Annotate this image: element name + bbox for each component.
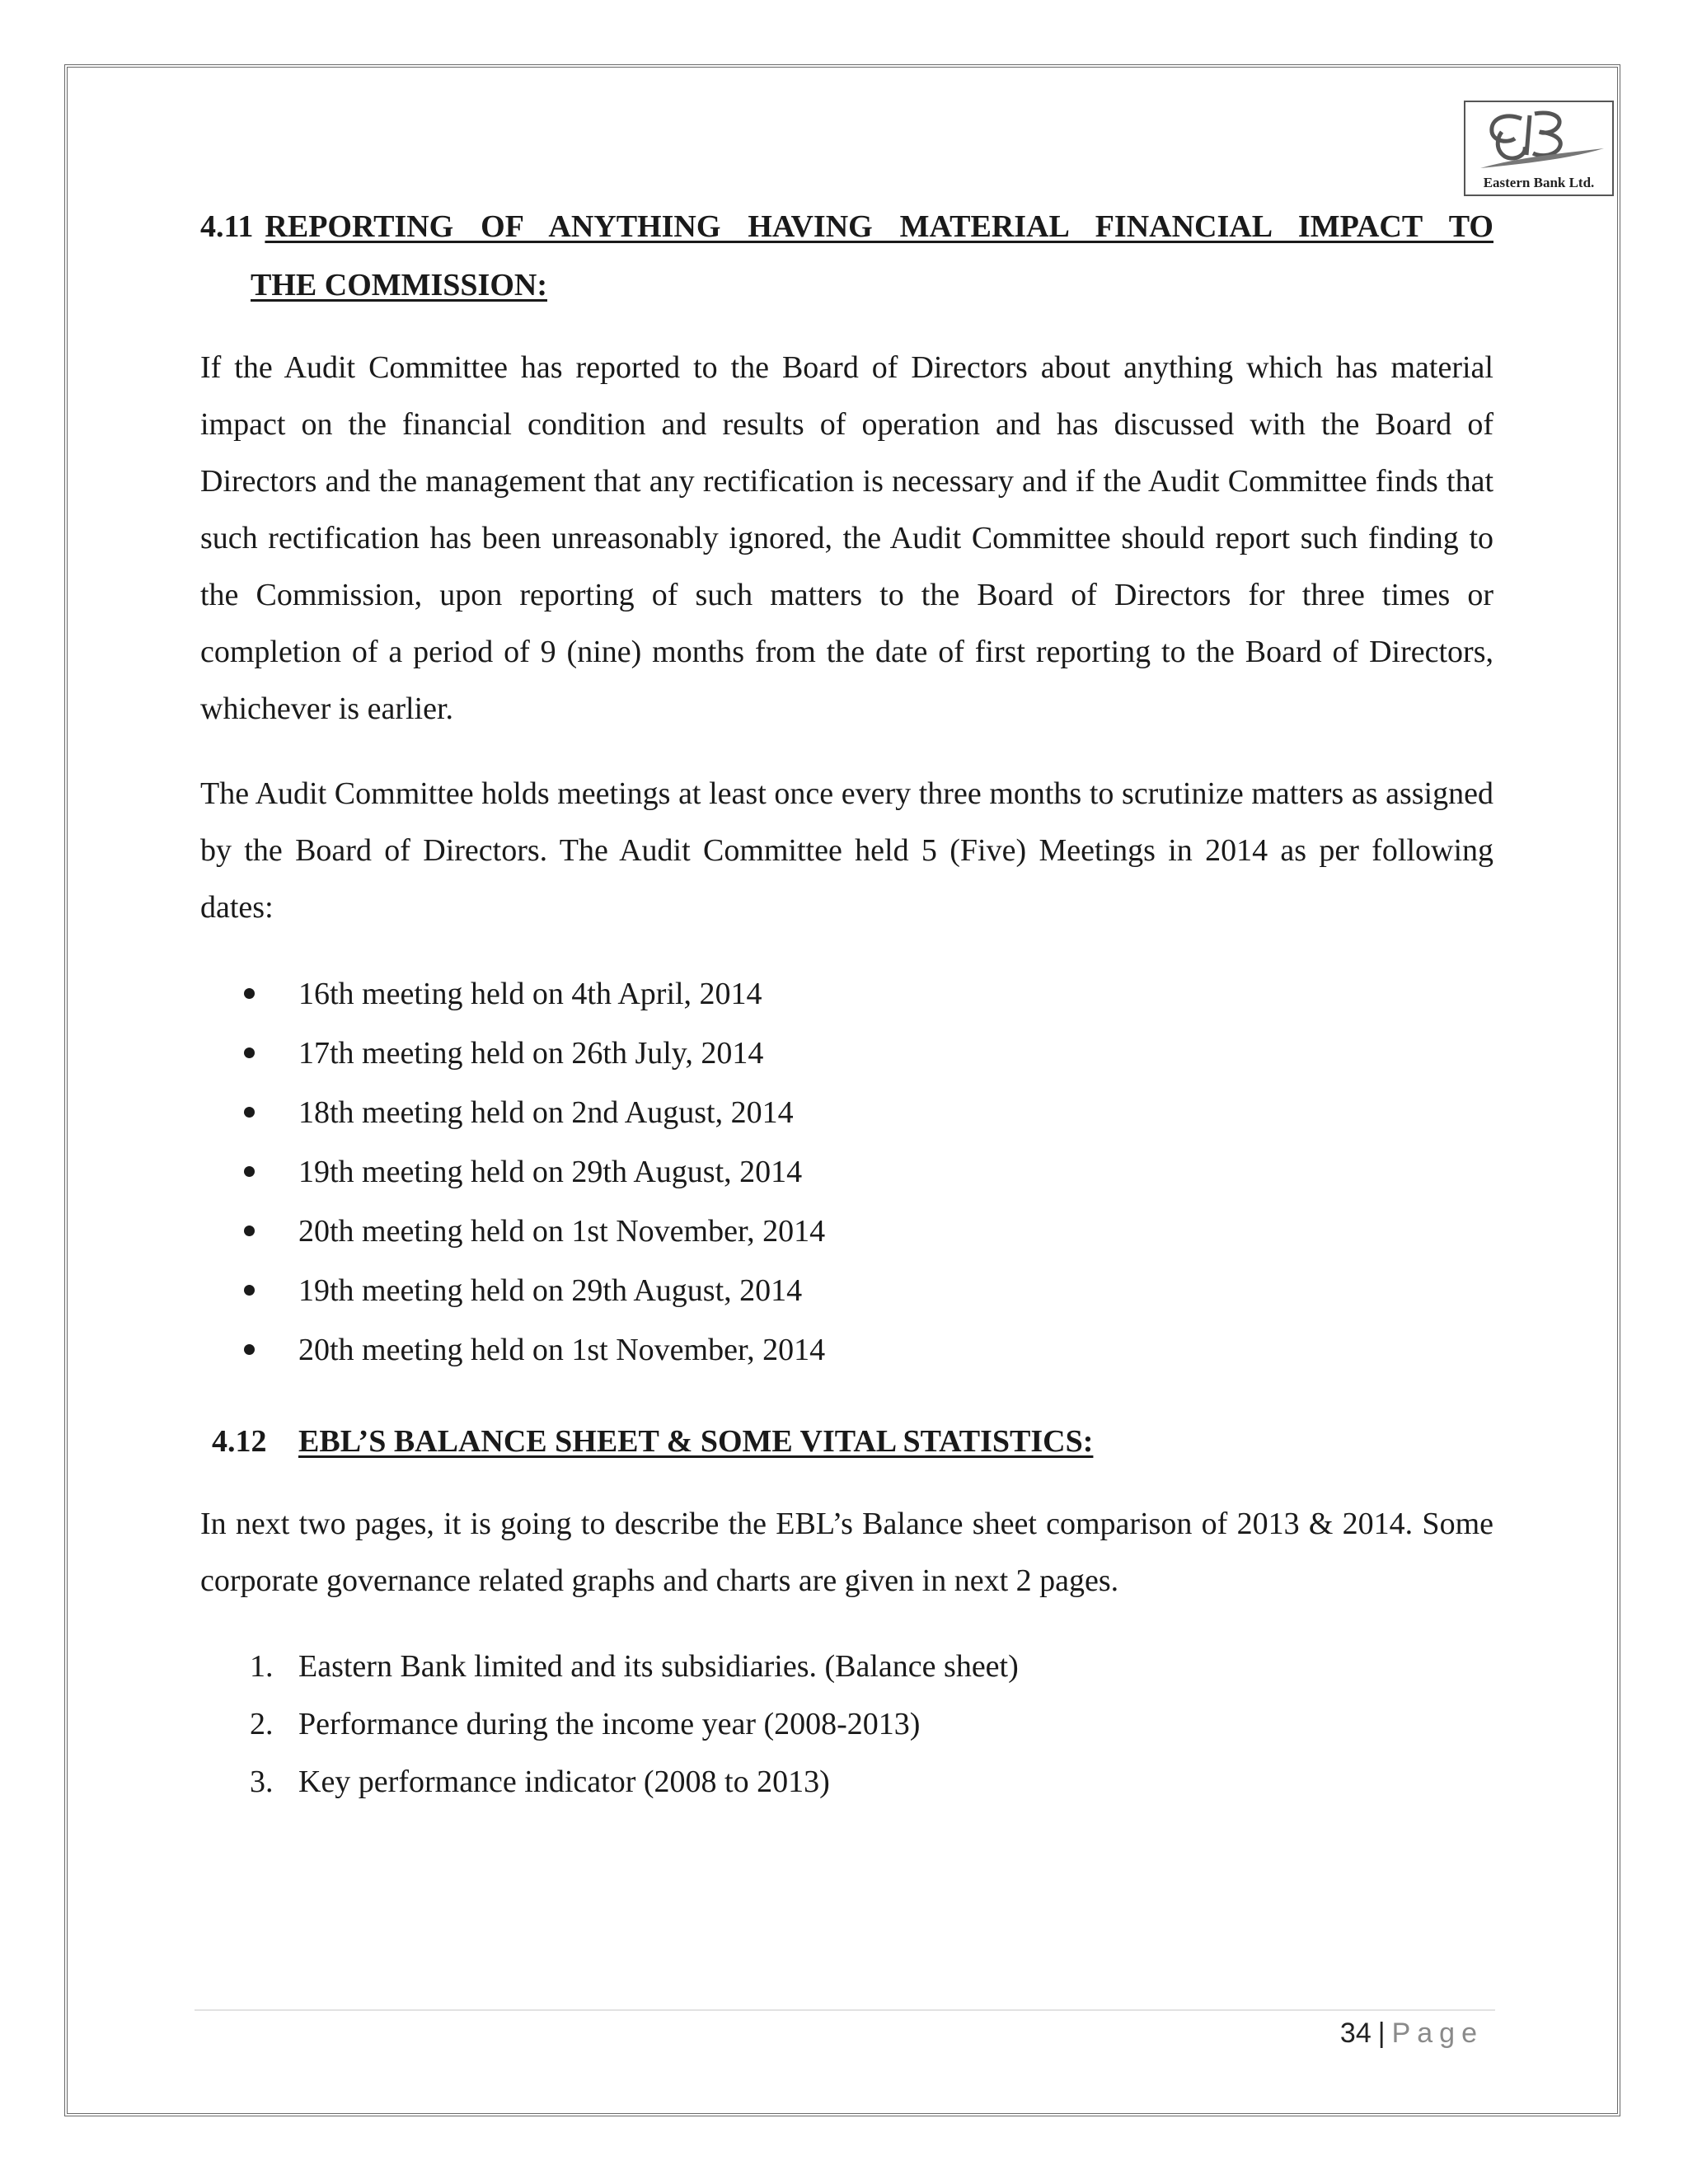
paragraph-balance-sheet: In next two pages, it is going to describe the EBL’s Balance sheet comparison of 2013 & 2014. Some corporate governance related graphs and charts are given in next 2 pages. (200, 1507, 1493, 1598)
list-item: 1. Eastern Bank limited and its subsidiaries. (Balance sheet) (250, 1649, 1019, 1684)
page-content (200, 198, 1493, 1811)
bullet-icon (244, 1344, 255, 1355)
logo-text: Eastern Bank Ltd. (1483, 175, 1595, 190)
paragraph-audit-meetings: The Audit Committee holds meetings at least once every three months to scrutinize matters as assigned by the Board of Directors. The Audit Committee held 5 (Five) Meetings in 2014 as per following dates: (200, 776, 1493, 925)
page-number (1340, 2013, 1484, 2054)
bullet-icon (244, 1107, 255, 1118)
list-item: 18th meeting held on 2nd August, 2014 (200, 1083, 1493, 1142)
section-number: 4.11 (200, 209, 254, 244)
paragraph-audit-reporting: If the Audit Committee has reported to the Board of Directors about anything which has material impact on the financial condition and results of operation and has discussed with the Board of Directors and the management that any rectification is necessary and if the Audit Committee finds that such rectification has been unreasonably ignored, the Audit Committee should report such finding to the Commission, upon reporting of such matters to the Board of Directors for three times or completion of a period of 9 (nine) months from the date of first reporting to the Board of Directors, whichever is earlier. (200, 350, 1493, 726)
eb-logo-mark-icon (1472, 107, 1609, 173)
bullet-icon (244, 1047, 255, 1058)
list-item: 17th meeting held on 26th July, 2014 (200, 1024, 1493, 1083)
list-item: 2. Performance during the income year (2008-2013) (250, 1707, 921, 1741)
footer-divider (195, 2009, 1495, 2011)
list-item: 20th meeting held on 1st November, 2014 (200, 1320, 1493, 1380)
meetings-list (200, 964, 1493, 1380)
list-item: 3. Key performance indicator (2008 to 2013) (250, 1765, 830, 1799)
section-4-11-heading (200, 198, 1493, 315)
bullet-icon (244, 988, 255, 999)
bullet-icon (244, 1226, 255, 1236)
section-title: EBL’S BALANCE SHEET & SOME VITAL STATISTICS: (298, 1424, 1094, 1459)
list-item: 19th meeting held on 29th August, 2014 (200, 1142, 1493, 1202)
section-4-12-heading (200, 1413, 1493, 1471)
list-item: 20th meeting held on 1st November, 2014 (200, 1202, 1493, 1261)
bullet-icon (244, 1166, 255, 1177)
page-word: Page (1391, 2018, 1484, 2049)
section-title-line2: THE COMMISSION: (251, 268, 547, 302)
list-item: 16th meeting held on 4th April, 2014 (200, 964, 1493, 1024)
section-number: 4.12 (212, 1424, 267, 1459)
bullet-icon (244, 1285, 255, 1296)
numbered-list (200, 1638, 1493, 1811)
eastern-bank-logo (1464, 101, 1614, 196)
page-separator: | (1377, 2018, 1386, 2049)
page-number-value: 34 (1339, 2018, 1372, 2049)
list-item: 19th meeting held on 29th August, 2014 (200, 1261, 1493, 1320)
section-title-line1: REPORTING OF ANYTHING HAVING MATERIAL FINANCIAL IMPACT TO (265, 209, 1493, 244)
